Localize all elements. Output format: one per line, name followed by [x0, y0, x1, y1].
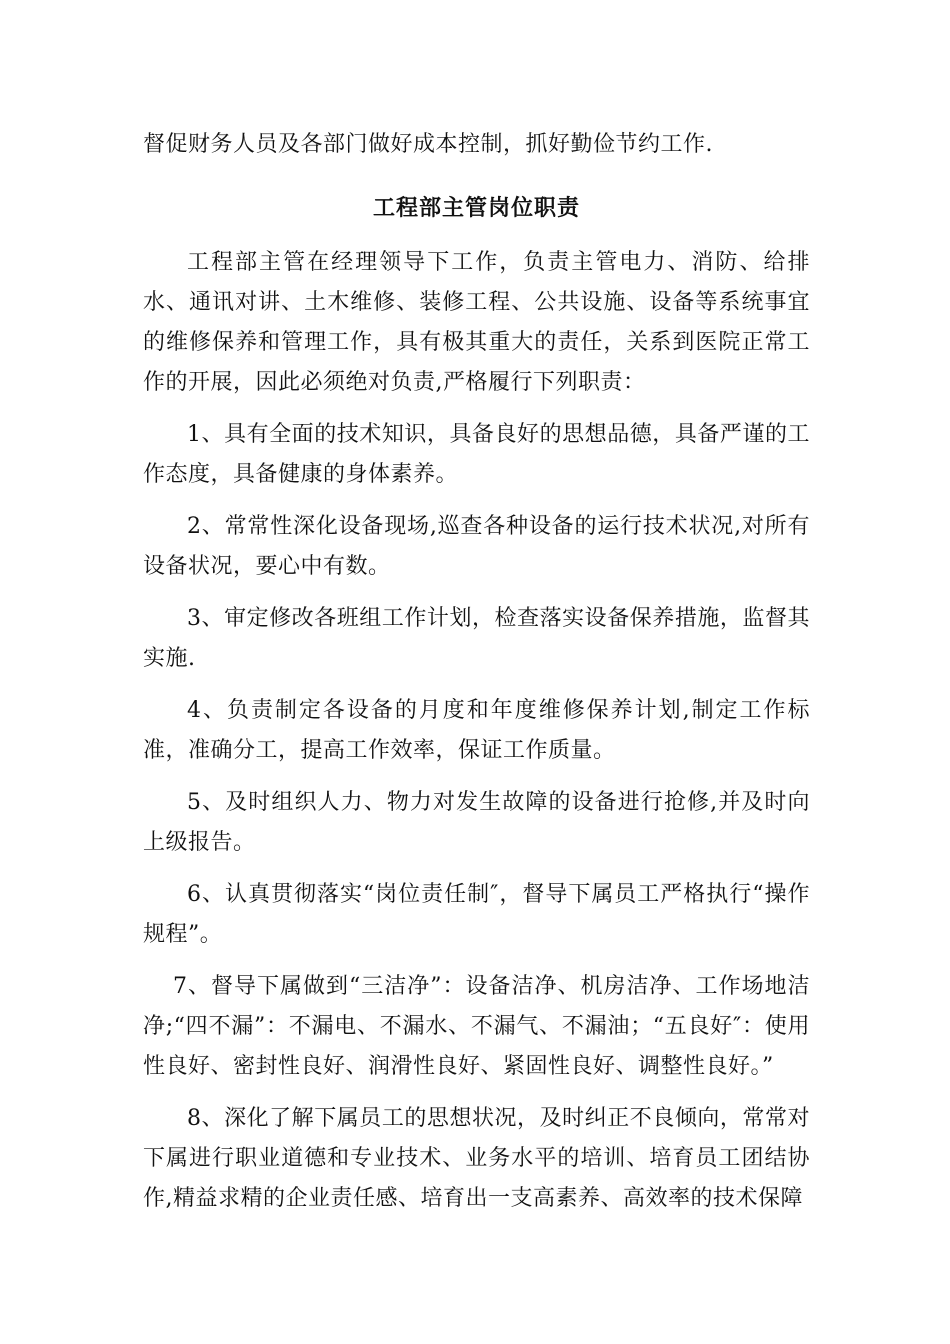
duty-item-5: 5、及时组织人力、物力对发生故障的设备进行抢修,并及时向上级报告。: [143, 790, 810, 855]
duty-item-3: 3、审定修改各班组工作计划，检查落实设备保养措施，监督其实施.: [143, 606, 810, 671]
duty-item-6: 6、认真贯彻落实“岗位责任制″，督导下属员工严格执行“操作规程”。: [143, 882, 810, 947]
lead-paragraph: 督促财务人员及各部门做好成本控制，抓好勤俭节约工作.: [143, 132, 713, 157]
document-content: [143, 125, 810, 1219]
intro-paragraph: 工程部主管在经理领导下工作，负责主管电力、消防、给排水、通讯对讲、土木维修、装修工程、公共设施、设备等系统事宜的维修保养和管理工作，具有极其重大的责任，关系到医院正常工作的开展，因此必须绝对负责,严格履行下列职责：: [143, 250, 810, 395]
duty-item-2: 2、常常性深化设备现场,巡查各种设备的运行技术状况,对所有设备状况，要心中有数。: [143, 514, 810, 579]
duty-item-7: 7、督导下属做到“三洁净”：设备洁净、机房洁净、工作场地洁净;“四不漏”：不漏电、不漏水、不漏气、不漏油；“五良好″：使用性良好、密封性良好、润滑性良好、紧固性良好、调整性良好。”: [143, 974, 810, 1079]
duty-item-1: 1、具有全面的技术知识，具备良好的思想品德，具备严谨的工作态度，具备健康的身体素养。: [143, 422, 810, 487]
section-title: 工程部主管岗位职责: [372, 196, 580, 221]
duty-item-4: 4、负责制定各设备的月度和年度维修保养计划,制定工作标准，准确分工，提高工作效率，保证工作质量。: [143, 698, 810, 763]
duty-item-8: 8、深化了解下属员工的思想状况，及时纠正不良倾向，常常对下属进行职业道德和专业技术、业务水平的培训、培育员工团结协作,精益求精的企业责任感、培育出一支高素养、高效率的技术保障: [143, 1106, 810, 1211]
